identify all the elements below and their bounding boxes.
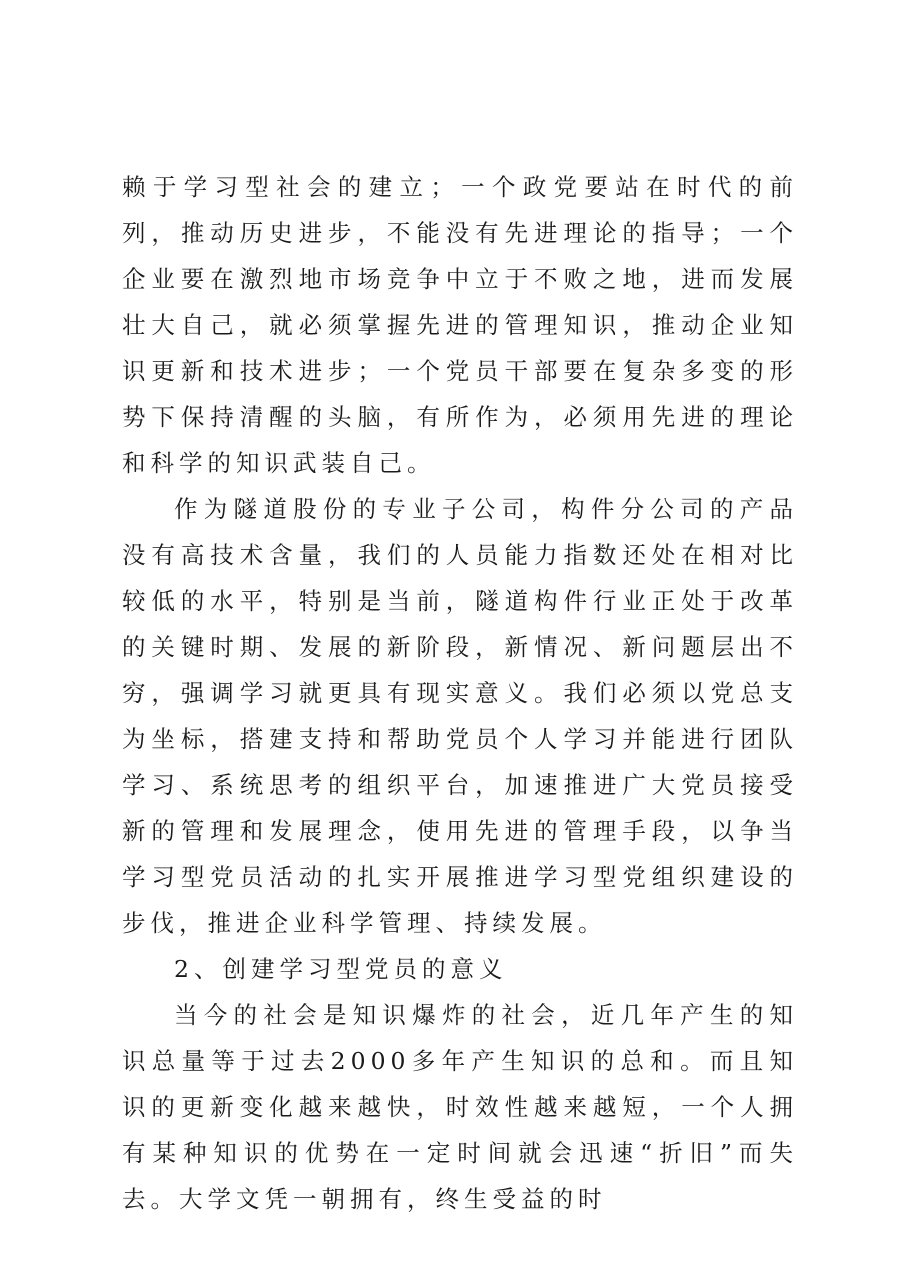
section-heading: 2、创建学习型党员的意义 [174,955,508,983]
paragraph-knowledge-society: 当今的社会是知识爆炸的社会，近几年产生的知识总量等于过去2000多年产生知识的总和。而且知识的更新变化越来越快，时效性越来越短，一个人拥有某种知识的优势在一定时间就会迅速“折旧”而失去。大学文凭一朝拥有，终生受益的时 [122,1001,798,1213]
body-text [122,164,798,1222]
paragraph-company-context: 作为隧道股份的专业子公司，构件分公司的产品没有高技术含量，我们的人员能力指数还处在相对比较低的水平，特别是当前，隧道构件行业正处于改革的关键时期、发展的新阶段，新情况、新问题层出不穷，强调学习就更具有现实意义。我们必须以党总支为坐标，搭建支持和帮助党员个人学习并能进行团队学习、系统思考的组织平台，加速推进广大党员接受新的管理和发展理念，使用先进的管理手段，以争当学习型党员活动的扎实开展推进学习型党组织建设的步伐，推进企业科学管理、持续发展。 [122,495,798,937]
paragraph-continuation: 赖于学习型社会的建立；一个政党要站在时代的前列，推动历史进步，不能没有先进理论的指导；一个企业要在激烈地市场竞争中立于不败之地，进而发展壮大自己，就必须掌握先进的管理知识，推动企业知识更新和技术进步；一个党员干部要在复杂多变的形势下保持清醒的头脑，有所作为，必须用先进的理论和科学的知识武装自己。 [122,173,798,477]
